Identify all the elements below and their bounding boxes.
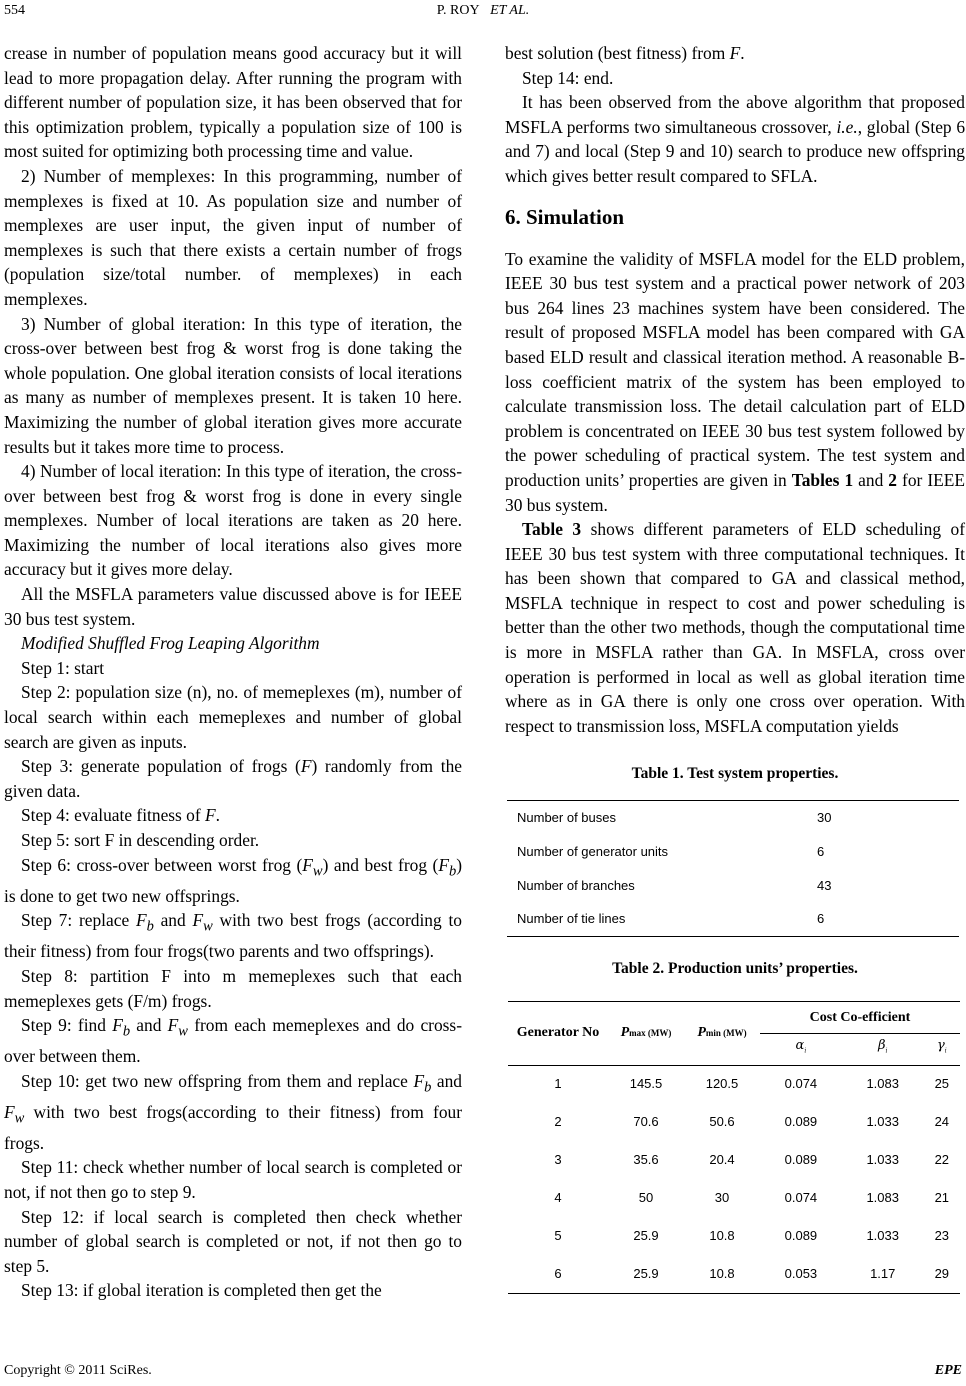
- table-cell-label: Number of tie lines: [517, 911, 626, 927]
- text: i.e.: [836, 116, 858, 137]
- text: Step 9: find: [21, 1015, 113, 1036]
- paragraph: [505, 90, 965, 188]
- copyright: Copyright © 2011 SciRes.: [4, 1363, 152, 1378]
- var: F: [205, 805, 216, 826]
- text: , global (Step 6 and 7) and local (Step 9 and 10) search to produce new offspring which gives better result compared to SFLA.: [505, 116, 966, 186]
- table-cell-b: 1.17: [870, 1265, 896, 1281]
- table-row: [507, 869, 959, 903]
- table-cell-a: 0.074: [760, 1065, 842, 1103]
- text: with two best frogs (according to their fitness) from four frogs(two parents and two offsprings).: [4, 910, 462, 962]
- table2-caption: Table 2. Production units’ properties.: [612, 960, 858, 978]
- table-cell-value: 6: [817, 911, 825, 927]
- var: F: [167, 1015, 179, 1036]
- table-cell-label: Number of branches: [517, 877, 635, 893]
- var: F: [438, 854, 449, 875]
- table-cell-c: 22: [934, 1151, 950, 1167]
- table-row: [508, 1217, 960, 1255]
- var: F: [112, 1015, 123, 1036]
- algorithm-step: [4, 853, 462, 909]
- table-ref: Table 3: [522, 519, 582, 540]
- var-sub: w: [203, 918, 213, 935]
- var: F: [300, 756, 312, 777]
- var: F: [302, 854, 313, 875]
- table-cell-pmin: 10.8: [709, 1227, 735, 1243]
- table-cell-pmax: 70.6: [633, 1113, 659, 1129]
- text: for IEEE 30 bus system.: [505, 469, 965, 515]
- text: Step 6: cross-over between worst frog (: [21, 854, 303, 875]
- var: F: [413, 1070, 425, 1091]
- var: F: [192, 910, 204, 931]
- table-cell-c: 29: [934, 1265, 950, 1281]
- table1: [507, 800, 959, 937]
- var-sub: b: [146, 918, 154, 935]
- algorithm-step: Step 2: population size (n), no. of memeplexes (m), number of local search within each memeplexes and number of global search are given as inputs.: [4, 682, 462, 752]
- table-cell-label: Number of buses: [517, 809, 616, 825]
- table-cell-value: 6: [817, 843, 825, 859]
- text: and: [130, 1015, 168, 1036]
- table2: [508, 1001, 960, 1293]
- table-cell-pmax: 35.6: [633, 1151, 659, 1167]
- table-cell-value: 30: [817, 809, 832, 825]
- algorithm-step: Step 13: if global iteration is completed then get the: [21, 1280, 382, 1301]
- paragraph: [505, 517, 965, 738]
- paragraph: All the MSFLA parameters value discussed above is for IEEE 30 bus test system.: [4, 584, 462, 629]
- text: ) randomly from the given data.: [4, 756, 462, 801]
- algorithm-step: [4, 1013, 462, 1069]
- table-cell-a: 0.053: [784, 1265, 818, 1281]
- paragraph: 4) Number of local iteration: In this type of iteration, the cross-over between best frog & worst frog is done in every single memplexes. Number of local iterations are taken as 20 here. Maximizing the number of local iterations also gives more accuracy but it gives more delay.: [4, 461, 462, 580]
- table-cell-gen: 3: [554, 1151, 562, 1167]
- section-title: 6. Simulation: [505, 204, 625, 229]
- var-sub: w: [312, 863, 323, 880]
- table-cell-gen: 4: [554, 1189, 562, 1205]
- var-sub: b: [424, 1079, 432, 1096]
- algorithm-step: [4, 803, 462, 828]
- table-cell-pmax: 145.5: [608, 1065, 684, 1103]
- algorithm-step: Step 8: partition F into m memeplexes such that each memeplexes gets (F/m) frogs.: [4, 965, 462, 1011]
- table-cell-pmin: 30: [714, 1189, 730, 1205]
- header-pmin-sub: min (MW): [705, 1028, 747, 1039]
- algorithm-step: [4, 754, 462, 803]
- table-row: [507, 801, 959, 835]
- paragraph: [505, 41, 965, 66]
- algorithm-step: [4, 908, 462, 964]
- text: and: [153, 910, 193, 931]
- running-head-authors: P. ROY: [436, 3, 480, 18]
- table-row: [508, 1179, 960, 1217]
- text: To examine the validity of MSFLA model for the ELD problem, IEEE 30 bus test system and a practical power network of 203 bus 264 lines 23 machines system have been considered. The result of proposed MSFLA model has been compared with GA based ELD result and classical iteration method. A reasonable B-loss coefficient matrix of the system has been employed to calculate transmission loss. The detail calculation part of ELD problem is concentrated on IEEE 30 bus test system followed by the power scheduling of practical system. The test system and production units’ properties are given in: [505, 248, 965, 490]
- var-sub: w: [178, 1023, 188, 1040]
- algorithm-step: Step 11: check whether number of local search is completed or not, if not then go to step 9.: [4, 1157, 462, 1203]
- table-cell-b: 1.083: [866, 1189, 899, 1205]
- text: ) and best frog (: [322, 854, 439, 875]
- table-cell-gen: 1: [508, 1065, 608, 1103]
- left-column: [4, 41, 462, 1303]
- header-pmax-p: P: [620, 1025, 630, 1041]
- header-pmin: [684, 1002, 760, 1065]
- table-cell-label: Number of generator units: [517, 843, 669, 859]
- right-column: [505, 41, 965, 1294]
- running-head: [0, 3, 966, 19]
- header-generator: Generator No: [516, 1025, 600, 1041]
- table-cell-pmin: 20.4: [709, 1151, 735, 1167]
- var-sub: b: [122, 1023, 131, 1040]
- table-row: [508, 1255, 960, 1293]
- gamma-symbol: γ: [936, 1038, 945, 1054]
- text: It has been observed from the above algorithm that proposed MSFLA performs two simultaneous crossover,: [505, 92, 965, 137]
- header-pmax-sub: max (MW): [629, 1028, 672, 1039]
- table-cell-value: 43: [817, 877, 832, 893]
- paragraph: 2) Number of memplexes: In this programming, number of memplexes is fixed at 10. As population size and number of memplexes are user input, the given input of number of memplexes is such that there exists a certain number of frogs (population size/total number. of memplexes) in each memplexes.: [4, 165, 462, 309]
- table-ref: 2: [888, 469, 897, 490]
- text: best solution (best fitness) from: [505, 43, 730, 63]
- table-cell-pmax: 50: [638, 1189, 654, 1205]
- header-alpha: [760, 1034, 842, 1065]
- running-head-et-al: ET AL.: [490, 3, 530, 18]
- table-row: [508, 1065, 960, 1103]
- table-cell-gen: 2: [554, 1113, 562, 1129]
- table-cell-pmax: 25.9: [633, 1265, 659, 1281]
- var-sub: w: [14, 1110, 25, 1127]
- var: F: [4, 1101, 15, 1122]
- beta-sub: i: [885, 1048, 888, 1056]
- table-cell-pmin: 120.5: [684, 1065, 760, 1103]
- table-cell-c: 23: [934, 1227, 950, 1243]
- algorithm-title-text: Modified Shuffled Frog Leaping Algorithm: [21, 633, 320, 654]
- text: .: [215, 805, 220, 826]
- text: ) is done to get two new offsprings.: [4, 854, 462, 906]
- algorithm-step: [4, 1069, 462, 1156]
- table-cell-a: 0.089: [784, 1113, 818, 1129]
- table-cell-b: 1.033: [866, 1151, 899, 1167]
- alpha-sub: i: [804, 1048, 807, 1056]
- table-cell-c: 24: [934, 1113, 950, 1129]
- text: and: [431, 1070, 462, 1091]
- paragraph: crease in number of population means good accuracy but it will lead to more propagation delay. After running the program with different number of population size, it has been observed that for this optimization problem, typically a population size of 100 is most suited for optimizing both processing time and value.: [4, 43, 462, 162]
- table-cell-a: 0.089: [784, 1151, 818, 1167]
- table-row: [507, 835, 959, 869]
- header-gamma: [924, 1034, 960, 1065]
- text: .: [740, 43, 745, 63]
- text: Step 3: generate population of frogs (: [21, 756, 301, 777]
- table-cell-b: 1.083: [842, 1065, 924, 1103]
- table-cell-pmin: 10.8: [709, 1265, 735, 1281]
- text: Step 10: get two new offspring from them and replace: [21, 1070, 414, 1091]
- algorithm-title: [4, 631, 462, 656]
- var: F: [135, 910, 147, 931]
- table-row: [508, 1141, 960, 1179]
- table-cell-a: 0.089: [784, 1227, 818, 1243]
- paragraph: 3) Number of global iteration: In this type of iteration, the cross-over between best frog & worst frog is done taking the whole population. One global iteration consists of local iterations as many as number of memplexes present. It is taken 10 here. Maximizing the number of global iteration gives more accurate results but it takes more time to process.: [4, 313, 462, 457]
- paragraph: [505, 247, 965, 518]
- table1-caption: Table 1. Test system properties.: [631, 765, 839, 783]
- table-cell-a: 0.074: [784, 1189, 818, 1205]
- table-cell-pmax: 25.9: [633, 1227, 659, 1243]
- table-ref: Tables 1: [791, 469, 854, 490]
- table-cell-gen: 5: [554, 1227, 562, 1243]
- algorithm-step: Step 5: sort F in descending order.: [21, 830, 260, 850]
- table-row: [508, 1103, 960, 1141]
- var-sub: b: [448, 863, 457, 880]
- table-cell-c: 21: [934, 1189, 950, 1205]
- beta-symbol: β: [878, 1038, 886, 1054]
- header-pmax: [608, 1002, 684, 1065]
- algorithm-step: Step 14: end.: [522, 67, 614, 88]
- journal-name: EPE: [934, 1363, 962, 1378]
- var: F: [729, 43, 741, 63]
- page-number: 554: [4, 3, 25, 18]
- alpha-symbol: α: [795, 1038, 805, 1054]
- text: with two best frogs(according to their fitness) from four frogs.: [4, 1101, 462, 1153]
- text: shows different parameters of ELD scheduling of IEEE 30 bus test system with three computational techniques. It has been shown that compared to GA and classical method, MSFLA technique in respect to cost and power scheduling is better than the other two methods, though the computational time is more in MSFLA rather than GA. In MSFLA, cross over operation is performed in local as well as global iteration time where as in GA there is only one cross over operation. With respect to transmission loss, MSFLA computation yields: [505, 519, 965, 736]
- table-cell-b: 1.033: [866, 1227, 899, 1243]
- algorithm-step: Step 12: if local search is completed then check whether number of global search is completed or not, if not then go to step 5.: [4, 1206, 462, 1276]
- header-pmin-p: P: [697, 1025, 706, 1041]
- table-row: [507, 903, 959, 937]
- gamma-sub: i: [944, 1048, 947, 1056]
- table-cell-pmin: 50.6: [709, 1113, 735, 1129]
- algorithm-step: Step 1: start: [21, 657, 105, 678]
- text: and: [853, 469, 889, 490]
- table-cell-b: 1.033: [866, 1113, 899, 1129]
- header-cost-coefficient: Cost Co-efficient: [760, 1002, 960, 1034]
- table-cell-c: 25: [924, 1065, 960, 1103]
- text: Step 4: evaluate fitness of: [21, 805, 206, 826]
- text: from each memeplexes and do cross-over between them.: [4, 1015, 462, 1067]
- table-cell-gen: 6: [554, 1265, 562, 1281]
- page-header: [0, 0, 966, 22]
- text: Step 7: replace: [21, 910, 136, 931]
- header-beta: [842, 1034, 924, 1065]
